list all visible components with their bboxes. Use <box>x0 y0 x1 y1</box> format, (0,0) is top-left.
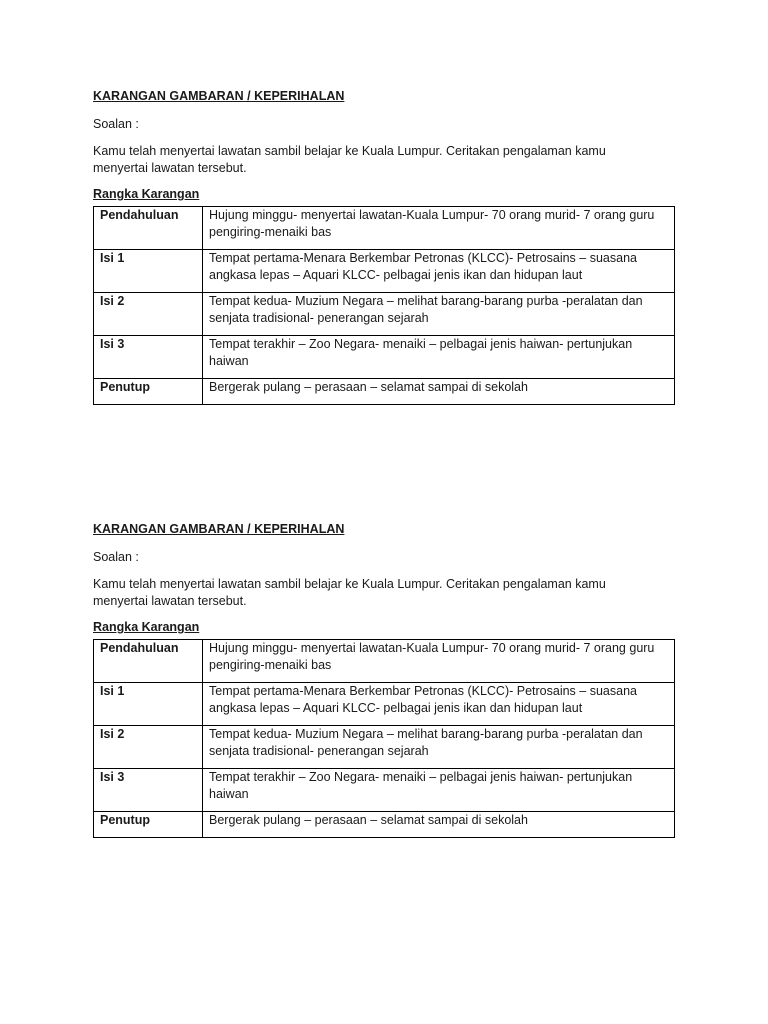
outline-label: Rangka Karangan <box>93 187 200 201</box>
section-heading: KARANGAN GAMBARAN / KEPERIHALAN <box>93 89 345 103</box>
outline-table <box>93 639 675 838</box>
table-row <box>94 683 675 726</box>
table-row <box>94 207 675 250</box>
question-text: Kamu telah menyertai lawatan sambil belajar ke Kuala Lumpur. Ceritakan pengalaman kamu menyertai lawatan tersebut. <box>93 577 606 608</box>
row-label: Penutup <box>94 379 203 405</box>
row-label: Isi 2 <box>94 293 203 336</box>
row-label: Isi 1 <box>94 683 203 726</box>
row-content: Tempat kedua- Muzium Negara – melihat barang-barang purba -peralatan dan senjata tradisional- penerangan sejarah <box>203 726 675 769</box>
row-label: Penutup <box>94 812 203 838</box>
row-content: Tempat pertama-Menara Berkembar Petronas (KLCC)- Petrosains – suasana angkasa lepas – Aquari KLCC- pelbagai jenis ikan dan hidupan laut <box>203 683 675 726</box>
row-label: Isi 2 <box>94 726 203 769</box>
row-label: Pendahuluan <box>94 207 203 250</box>
row-content: Hujung minggu- menyertai lawatan-Kuala Lumpur- 70 orang murid- 7 orang guru pengiring-menaiki bas <box>203 207 675 250</box>
table-row <box>94 379 675 405</box>
table-row <box>94 336 675 379</box>
row-content: Tempat kedua- Muzium Negara – melihat barang-barang purba -peralatan dan senjata tradisional- penerangan sejarah <box>203 293 675 336</box>
row-label: Isi 3 <box>94 336 203 379</box>
row-content: Bergerak pulang – perasaan – selamat sampai di sekolah <box>203 812 675 838</box>
row-label: Pendahuluan <box>94 640 203 683</box>
table-row <box>94 769 675 812</box>
row-content: Bergerak pulang – perasaan – selamat sampai di sekolah <box>203 379 675 405</box>
question-label: Soalan : <box>93 550 139 564</box>
table-row <box>94 293 675 336</box>
outline-table <box>93 206 675 405</box>
question-label: Soalan : <box>93 117 139 131</box>
essay-section-1 <box>93 88 675 405</box>
table-row <box>94 640 675 683</box>
section-heading: KARANGAN GAMBARAN / KEPERIHALAN <box>93 522 345 536</box>
essay-section-2 <box>93 521 675 838</box>
table-row <box>94 250 675 293</box>
row-content: Tempat pertama-Menara Berkembar Petronas (KLCC)- Petrosains – suasana angkasa lepas – Aquari KLCC- pelbagai jenis ikan dan hidupan laut <box>203 250 675 293</box>
table-row <box>94 812 675 838</box>
question-text: Kamu telah menyertai lawatan sambil belajar ke Kuala Lumpur. Ceritakan pengalaman kamu menyertai lawatan tersebut. <box>93 144 606 175</box>
row-content: Tempat terakhir – Zoo Negara- menaiki – pelbagai jenis haiwan- pertunjukan haiwan <box>203 769 675 812</box>
row-label: Isi 3 <box>94 769 203 812</box>
outline-label: Rangka Karangan <box>93 620 200 634</box>
row-content: Hujung minggu- menyertai lawatan-Kuala Lumpur- 70 orang murid- 7 orang guru pengiring-menaiki bas <box>203 640 675 683</box>
table-row <box>94 726 675 769</box>
row-label: Isi 1 <box>94 250 203 293</box>
row-content: Tempat terakhir – Zoo Negara- menaiki – pelbagai jenis haiwan- pertunjukan haiwan <box>203 336 675 379</box>
